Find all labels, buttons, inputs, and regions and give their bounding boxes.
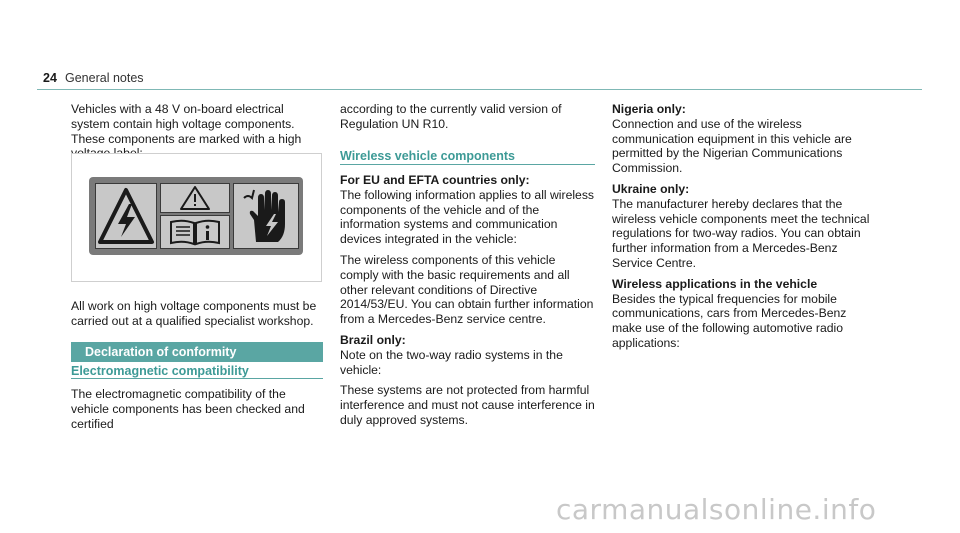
site-watermark: carmanualsonline.info: [556, 493, 877, 526]
column-1-emc: [71, 387, 323, 437]
hv-intro-paragraph: Vehicles with a 48 V on-board electrical system contain high voltage components. These components are marked with a high: [71, 102, 302, 146]
page-number: 24: [43, 71, 57, 85]
manual-panel: [160, 215, 230, 249]
high-voltage-label: [89, 177, 303, 255]
hand-shock-icon: [234, 184, 298, 248]
brazil-paragraph: Note on the two-way radio systems in the vehicle:: [340, 347, 563, 377]
header-rule: [37, 89, 922, 90]
do-not-touch-panel: [233, 183, 299, 249]
page-header-title: General notes: [65, 71, 144, 85]
ukraine-paragraph: The manufacturer hereby declares that the wireless vehicle components meet the technical regulations for two-way radios. You can obtain further information from a Mercedes-Benz Service Centre.: [612, 196, 870, 270]
eu-efta-paragraph-2: The wireless components of this vehicle comply with the basic requirements and all other relevant conditions of Directive 2014/53/EU. You can obtain further information from a Mercedes-Benz service centre.: [340, 252, 594, 327]
electric-hazard-panel: [95, 183, 157, 249]
declaration-band-heading: Declaration of conformity: [71, 342, 323, 362]
electric-hazard-icon: [96, 184, 156, 248]
wireless-components-heading: Wireless vehicle components: [340, 149, 515, 163]
wireless-heading-rule: [340, 164, 595, 165]
eu-efta-paragraph: The following information applies to all wireless components of the vehicle and of the information systems and communication devices integrated in the vehicle:: [340, 187, 595, 247]
hv-workshop-paragraph: All work on high voltage components must be carried out at a qualified specialist workshop.: [71, 299, 317, 328]
nigeria-paragraph: Connection and use of the wireless communication equipment in this vehicle are permitted by the Nigerian Communications Commission.: [612, 116, 852, 176]
nigeria-heading: Nigeria only:: [612, 102, 686, 116]
column-3: [612, 102, 877, 357]
brazil-heading: Brazil only:: [340, 332, 406, 347]
ukraine-heading: Ukraine only:: [612, 181, 690, 196]
emc-heading-rule: [71, 378, 323, 379]
wireless-applications-heading: Wireless applications in the vehicle: [612, 276, 818, 291]
warning-panel: [160, 183, 230, 213]
column-1-lower: [71, 299, 323, 335]
column-2-body: [340, 173, 595, 434]
high-voltage-label-figure: [71, 153, 322, 282]
regulation-continuation: according to the currently valid version of Regulation UN R10.: [340, 102, 562, 131]
emc-paragraph: The electromagnetic compatibility of the vehicle components has been checked and certified: [71, 387, 305, 431]
emc-heading: Electromagnetic compatibility: [71, 364, 249, 378]
warning-icon: [161, 184, 229, 212]
brazil-paragraph-2: These systems are not protected from harmful interference and must not cause interference in duly approved systems.: [340, 383, 595, 427]
wireless-applications-paragraph: Besides the typical frequencies for mobile communications, cars from Mercedes-Benz make use of the following automotive radio applications:: [612, 291, 847, 350]
eu-efta-heading: For EU and EFTA countries only:: [340, 173, 530, 187]
column-2: [340, 102, 595, 138]
read-manual-icon: [161, 216, 229, 248]
